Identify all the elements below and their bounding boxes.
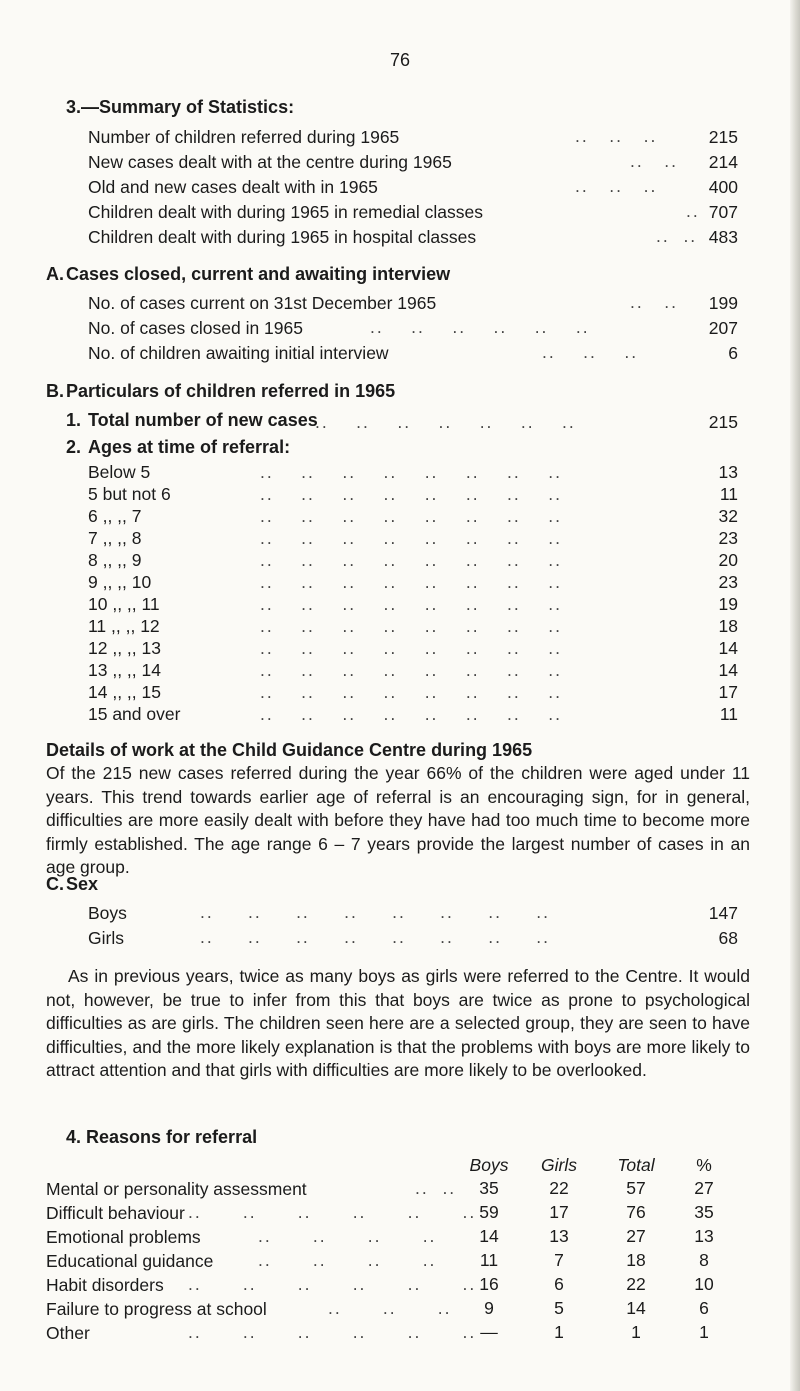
sex-row-label: Boys: [88, 903, 127, 923]
leader-dots: .. .. ..: [575, 126, 658, 146]
age-row-label: Below 5: [88, 462, 151, 482]
age-row-value: 23: [718, 528, 738, 548]
age-row-value: 14: [718, 638, 738, 658]
reason-total: 76: [626, 1202, 646, 1222]
column-header-total: Total: [617, 1155, 655, 1175]
age-row-value: 18: [718, 616, 738, 636]
column-header-percent: %: [696, 1155, 712, 1175]
reason-boys: 16: [479, 1274, 499, 1294]
leader-dots: .. ..: [630, 292, 679, 312]
leader-dots: .. .. .. .. .. .. ..: [315, 412, 576, 432]
section-a-row-value: 207: [708, 318, 738, 338]
details-heading: Details of work at the Child Guidance Centre during 1965: [46, 740, 533, 760]
reason-row-label: Difficult behaviour: [46, 1203, 185, 1223]
section-b-letter: B.: [46, 381, 64, 401]
section-c-letter: C.: [46, 874, 64, 894]
reason-boys: 9: [484, 1298, 494, 1318]
section-c-heading: Sex: [66, 874, 99, 894]
age-row-value: 32: [718, 506, 738, 526]
reason-boys: 11: [479, 1250, 499, 1270]
section-a-row-label: No. of cases closed in 1965: [88, 318, 303, 338]
age-row-value: 14: [718, 660, 738, 680]
leader-dots: .. ..: [656, 226, 698, 246]
age-row-value: 11: [719, 704, 738, 724]
reasons-heading: 4. Reasons for referral: [66, 1127, 258, 1147]
page-edge-shadow: [790, 0, 800, 1391]
reason-row-label: Mental or personality assessment: [46, 1179, 307, 1199]
reason-row-label: Failure to progress at school: [46, 1299, 267, 1319]
leader-dots: .. .. ..: [328, 1298, 452, 1318]
summary-row-label: Old and new cases dealt with in 1965: [88, 177, 378, 197]
reason-girls: 17: [549, 1202, 569, 1222]
summary-row-label: Number of children referred during 1965: [88, 127, 400, 147]
summary-row-label: New cases dealt with at the centre during 1965: [88, 152, 452, 172]
summary-row-value: 483: [708, 227, 738, 247]
summary-row-value: 400: [708, 177, 738, 197]
reason-total: 27: [626, 1226, 646, 1246]
age-row-label: 15 and over: [88, 704, 181, 724]
section-a-row-value: 6: [728, 343, 738, 363]
reason-row-label: Other: [46, 1323, 90, 1343]
age-row-label: 5 but not 6: [88, 484, 171, 504]
total-new-cases-value: 215: [708, 412, 738, 432]
reason-girls: 22: [549, 1178, 569, 1198]
section-a-row-label: No. of children awaiting initial interview: [88, 343, 389, 363]
leader-dots: .. .. .. .. .. ..: [370, 317, 590, 337]
age-row-value: 17: [718, 682, 738, 702]
reason-boys: —: [480, 1322, 498, 1342]
ages-heading: Ages at time of referral:: [88, 437, 291, 457]
reason-percent: 6: [699, 1298, 709, 1318]
reason-boys: 35: [479, 1178, 499, 1198]
leader-dots: .. .. .. ..: [258, 1226, 437, 1246]
age-row-label: 9 ,, ,, 10: [88, 572, 152, 592]
age-row-label: 8 ,, ,, 9: [88, 550, 142, 570]
reason-girls: 13: [549, 1226, 569, 1246]
section-a-letter: A.: [46, 264, 64, 284]
leader-dots: .. .. .. .. .. ..: [188, 1274, 477, 1294]
total-new-cases-label: Total number of new cases: [88, 410, 318, 430]
reason-total: 1: [631, 1322, 641, 1342]
summary-heading: 3.—Summary of Statistics:: [66, 97, 295, 117]
reason-row-label: Educational guidance: [46, 1251, 214, 1271]
age-row-label: 12 ,, ,, 13: [88, 638, 161, 658]
age-row-value: 20: [718, 550, 738, 570]
reason-row-label: Habit disorders: [46, 1275, 164, 1295]
reason-percent: 10: [694, 1274, 714, 1294]
reason-boys: 14: [479, 1226, 499, 1246]
age-row-label: 14 ,, ,, 15: [88, 682, 161, 702]
age-row-value: 19: [718, 594, 738, 614]
reason-total: 18: [626, 1250, 646, 1270]
leader-dots: .. .. .. .. .. ..: [188, 1202, 477, 1222]
section-a-heading: Cases closed, current and awaiting interview: [66, 264, 451, 284]
item-number: 2.: [66, 437, 82, 457]
section-a-row-value: 199: [708, 293, 738, 313]
summary-row-value: 214: [708, 152, 738, 172]
leader-dots: ..: [686, 201, 700, 221]
leader-dots: .. .. .. .. .. ..: [188, 1322, 477, 1342]
column-header-boys: Boys: [469, 1155, 509, 1175]
reason-percent: 1: [699, 1322, 709, 1342]
age-row-value: 23: [718, 572, 738, 592]
reason-row-label: Emotional problems: [46, 1227, 201, 1247]
reason-percent: 35: [694, 1202, 714, 1222]
leader-dots: .. ..: [415, 1178, 457, 1198]
reason-total: 14: [626, 1298, 646, 1318]
reason-percent: 27: [694, 1178, 714, 1198]
details-paragraph: Of the 215 new cases referred during the year 66% of the children were aged under 11 years. This trend towards earlier age of referral is an encouraging sign, for in general, difficulties are more easily dealt with before they have had too much time to become more firmly established. The age range 6 – 7 years provide the largest number of cases in an age group.: [46, 763, 750, 877]
sex-row-value: 147: [708, 903, 738, 923]
sex-row-value: 68: [718, 928, 738, 948]
reason-girls: 6: [554, 1274, 564, 1294]
reason-percent: 13: [694, 1226, 714, 1246]
age-row-label: 10 ,, ,, 11: [88, 594, 160, 614]
leader-dots: .. .. .. .. .. .. .. ..: [200, 902, 550, 922]
leader-dots: .. .. .. ..: [258, 1250, 437, 1270]
leader-dots: .. .. ..: [575, 176, 658, 196]
leader-dots: .. .. .. .. .. .. .. ..: [200, 927, 550, 947]
summary-row-label: Children dealt with during 1965 in hospital classes: [88, 227, 477, 247]
age-row-label: 7 ,, ,, 8: [88, 528, 142, 548]
section-b-heading: Particulars of children referred in 1965: [66, 381, 396, 401]
leader-dots: .. .. ..: [542, 342, 639, 362]
age-row-label: 6 ,, ,, 7: [88, 506, 142, 526]
page-number: 76: [389, 50, 411, 70]
item-number: 1.: [66, 410, 82, 430]
reason-girls: 7: [554, 1250, 564, 1270]
age-row-value: 11: [719, 484, 738, 504]
summary-row-value: 215: [708, 127, 738, 147]
reason-total: 57: [626, 1178, 646, 1198]
age-row-label: 13 ,, ,, 14: [88, 660, 161, 680]
reason-boys: 59: [479, 1202, 499, 1222]
summary-row-value: 707: [708, 202, 738, 222]
reason-percent: 8: [699, 1250, 709, 1270]
age-row-label: 11 ,, ,, 12: [88, 616, 160, 636]
section-a-row-label: No. of cases current on 31st December 1965: [88, 293, 437, 313]
sex-row-label: Girls: [88, 928, 124, 948]
column-header-girls: Girls: [541, 1155, 577, 1175]
age-leader-dots: .. .. .. .. .. .. .. .. .. .. .. .. .. .. .. .. .. .. .. .. .. .. .. .. .. .. .. .. .. .. .. .. .. .. .. .. .. .. .. .. .. .. .. .. .. .. .. .. .. .. .. .. .. .. .. .. .. .. .. .. .. .. .. .. .. .. .. .. .. .. .. .. .. .. .. .. .. .. .. .. .. .. .. .. .. .. .. .. .. .. .. .. .. .. .. ..: [260, 462, 562, 724]
summary-row-label: Children dealt with during 1965 in remedial classes: [88, 202, 483, 222]
sex-paragraph: As in previous years, twice as many boys as girls were referred to the Centre. It would not, however, be true to infer from this that boys are twice as prone to psychological difficulties as are girls. The children seen here are a selected group, they are seen to have difficulties, and the more likely explanation is that the problems with boys are more likely to attract attention and that girls with difficulties are more likely to be overlooked.: [46, 966, 750, 1080]
reason-girls: 5: [554, 1298, 564, 1318]
reason-girls: 1: [554, 1322, 564, 1342]
age-row-value: 13: [718, 462, 738, 482]
reason-total: 22: [626, 1274, 646, 1294]
leader-dots: .. ..: [630, 151, 679, 171]
